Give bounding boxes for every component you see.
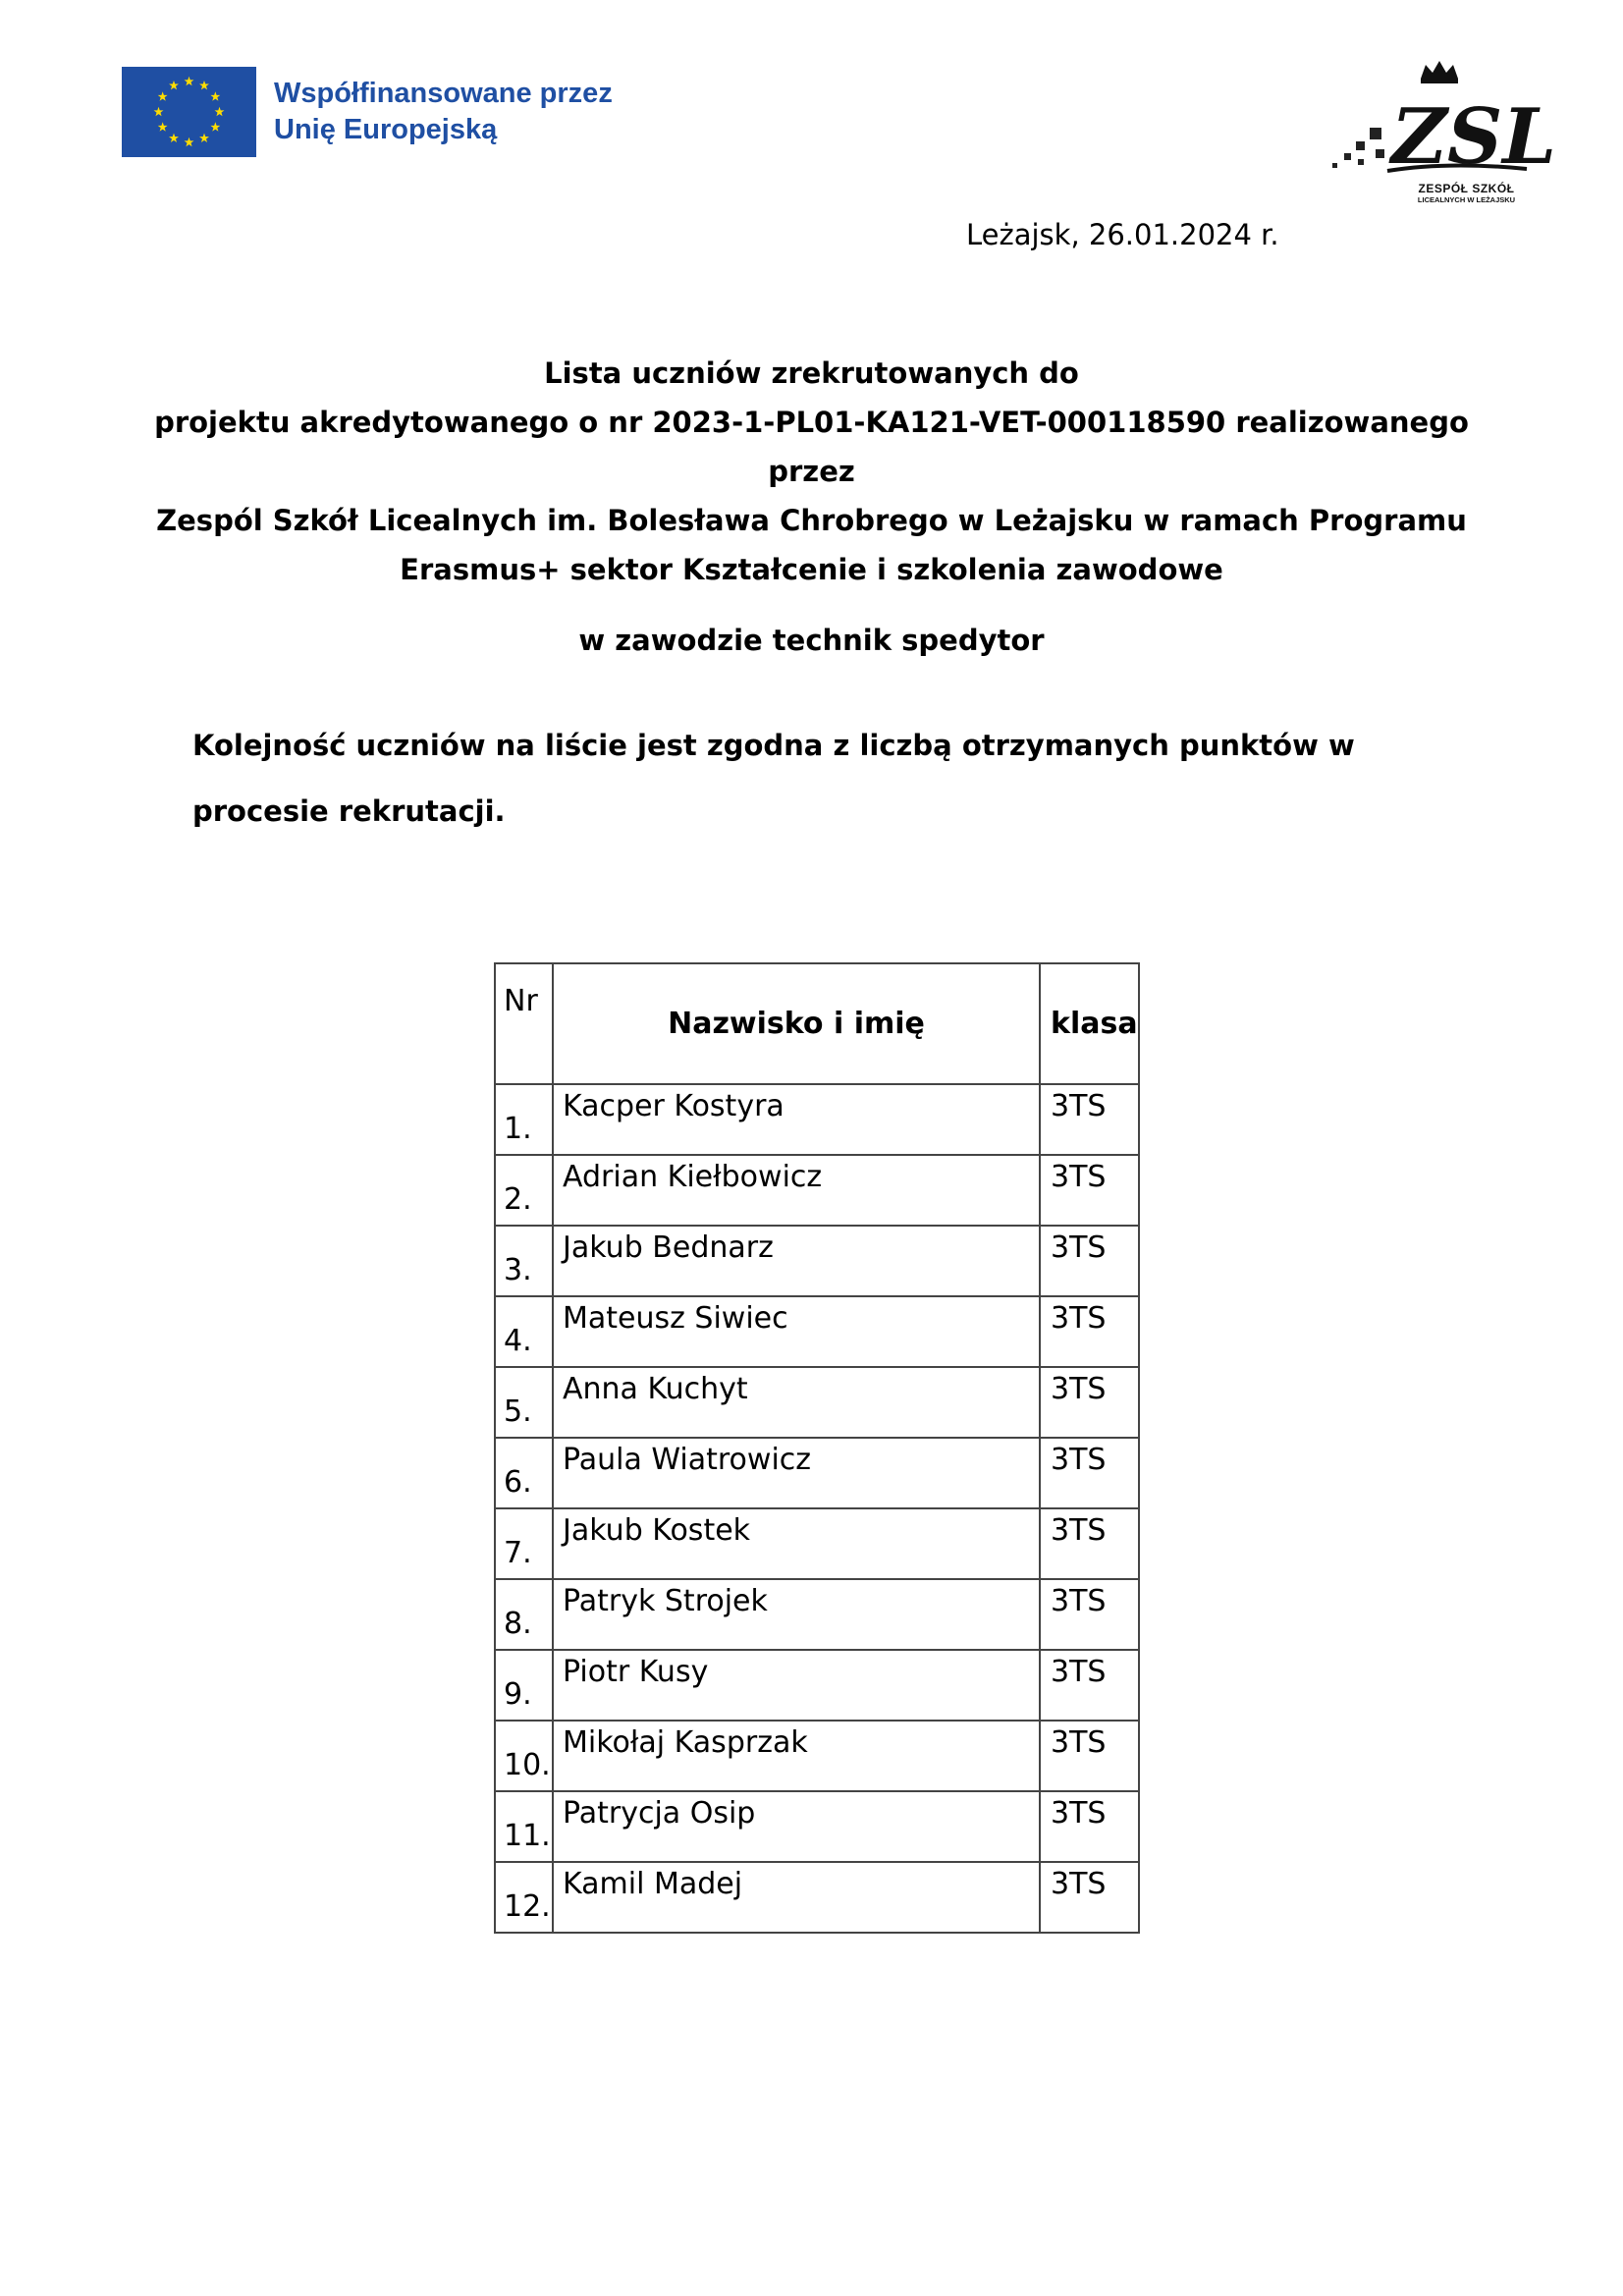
cell-name: Patrycja Osip bbox=[553, 1791, 1040, 1862]
title-line: Lista uczniów zrekrutowanych do bbox=[544, 356, 1079, 390]
cell-name: Mikołaj Kasprzak bbox=[553, 1721, 1040, 1791]
cell-nr: 2. bbox=[495, 1155, 553, 1226]
table-row bbox=[495, 1226, 1139, 1296]
table-row bbox=[495, 1084, 1139, 1155]
cell-nr: 5. bbox=[495, 1367, 553, 1438]
eu-star-icon bbox=[210, 91, 220, 100]
eu-cofunding-line: Współfinansowane przez bbox=[274, 78, 613, 109]
cell-name: Adrian Kiełbowicz bbox=[553, 1155, 1040, 1226]
cell-nr: 9. bbox=[495, 1650, 553, 1721]
cell-nr: 3. bbox=[495, 1226, 553, 1296]
eu-star-icon bbox=[158, 122, 168, 131]
cell-class: 3TS bbox=[1040, 1367, 1139, 1438]
table-row bbox=[495, 1862, 1139, 1933]
cell-name: Kacper Kostyra bbox=[553, 1084, 1040, 1155]
cell-class: 3TS bbox=[1040, 1650, 1139, 1721]
cell-class: 3TS bbox=[1040, 1579, 1139, 1650]
cell-class: 3TS bbox=[1040, 1438, 1139, 1508]
eu-star-icon bbox=[169, 134, 179, 142]
cell-nr: 6. bbox=[495, 1438, 553, 1508]
cell-nr: 12. bbox=[495, 1862, 553, 1933]
table-header-row bbox=[495, 963, 1139, 1084]
student-list-table bbox=[494, 962, 1140, 1934]
eu-star-icon bbox=[158, 91, 168, 100]
table-row bbox=[495, 1508, 1139, 1579]
cell-name: Kamil Madej bbox=[553, 1862, 1040, 1933]
cell-class: 3TS bbox=[1040, 1226, 1139, 1296]
cell-class: 3TS bbox=[1040, 1296, 1139, 1367]
school-logo-line: ZESPÓŁ SZKÓŁ bbox=[1418, 182, 1515, 195]
eu-star-icon bbox=[154, 107, 164, 116]
table-row bbox=[495, 1296, 1139, 1367]
cell-name: Jakub Kostek bbox=[553, 1508, 1040, 1579]
cell-name: Mateusz Siwiec bbox=[553, 1296, 1040, 1367]
document-date: Leżajsk, 26.01.2024 r. bbox=[966, 218, 1279, 251]
cell-name: Jakub Bednarz bbox=[553, 1226, 1040, 1296]
cell-name: Piotr Kusy bbox=[553, 1650, 1040, 1721]
school-logo-caption bbox=[1395, 183, 1538, 204]
eu-star-icon bbox=[215, 107, 225, 116]
svg-text:ZSL: ZSL bbox=[1391, 92, 1557, 182]
header-class: klasa bbox=[1040, 963, 1139, 1084]
cell-nr: 8. bbox=[495, 1579, 553, 1650]
header-name: Nazwisko i imię bbox=[553, 963, 1040, 1084]
table-row bbox=[495, 1721, 1139, 1791]
ranking-note: Kolejność uczniów na liście jest zgodna z liczbą otrzymanych punktów w procesie rekrutacji. bbox=[192, 729, 1355, 828]
title-line: Erasmus+ sektor Kształcenie i szkolenia zawodowe bbox=[400, 553, 1223, 586]
cell-class: 3TS bbox=[1040, 1155, 1139, 1226]
eu-star-icon bbox=[199, 134, 209, 142]
zsl-crown-monogram-icon bbox=[1330, 57, 1557, 185]
cell-nr: 7. bbox=[495, 1508, 553, 1579]
cell-nr: 1. bbox=[495, 1084, 553, 1155]
title-line: przez bbox=[768, 455, 855, 488]
cell-class: 3TS bbox=[1040, 1791, 1139, 1862]
cell-class: 3TS bbox=[1040, 1508, 1139, 1579]
cell-name: Anna Kuchyt bbox=[553, 1367, 1040, 1438]
school-logo bbox=[1330, 57, 1557, 214]
table-row bbox=[495, 1155, 1139, 1226]
table-row bbox=[495, 1579, 1139, 1650]
eu-star-icon bbox=[185, 137, 194, 146]
cell-class: 3TS bbox=[1040, 1721, 1139, 1791]
table-row bbox=[495, 1791, 1139, 1862]
profession-subtitle: w zawodzie technik spedytor bbox=[578, 624, 1045, 657]
eu-star-icon bbox=[210, 122, 220, 131]
eu-cofunding-text bbox=[274, 76, 613, 148]
cell-nr: 11. bbox=[495, 1791, 553, 1862]
eu-cofunding-line: Unię Europejską bbox=[274, 114, 498, 145]
table-row bbox=[495, 1367, 1139, 1438]
cell-nr: 4. bbox=[495, 1296, 553, 1367]
title-line: projektu akredytowanego o nr 2023-1-PL01-KA121-VET-000118590 realizowanego bbox=[154, 406, 1469, 439]
cell-class: 3TS bbox=[1040, 1862, 1139, 1933]
table-row bbox=[495, 1438, 1139, 1508]
school-logo-line: LICEALNYCH W LEŻAJSKU bbox=[1417, 195, 1516, 204]
eu-star-icon bbox=[169, 81, 179, 89]
table-row bbox=[495, 1650, 1139, 1721]
eu-cofunding-logo bbox=[122, 67, 613, 157]
cell-name: Paula Wiatrowicz bbox=[553, 1438, 1040, 1508]
eu-star-icon bbox=[199, 81, 209, 89]
header-nr: Nr bbox=[495, 963, 553, 1084]
cell-class: 3TS bbox=[1040, 1084, 1139, 1155]
document-title bbox=[147, 349, 1476, 594]
cell-name: Patryk Strojek bbox=[553, 1579, 1040, 1650]
eu-flag-icon bbox=[122, 67, 256, 157]
cell-nr: 10. bbox=[495, 1721, 553, 1791]
eu-star-icon bbox=[185, 77, 194, 85]
title-line: Zespól Szkół Licealnych im. Bolesława Chrobrego w Leżajsku w ramach Programu bbox=[156, 504, 1467, 537]
